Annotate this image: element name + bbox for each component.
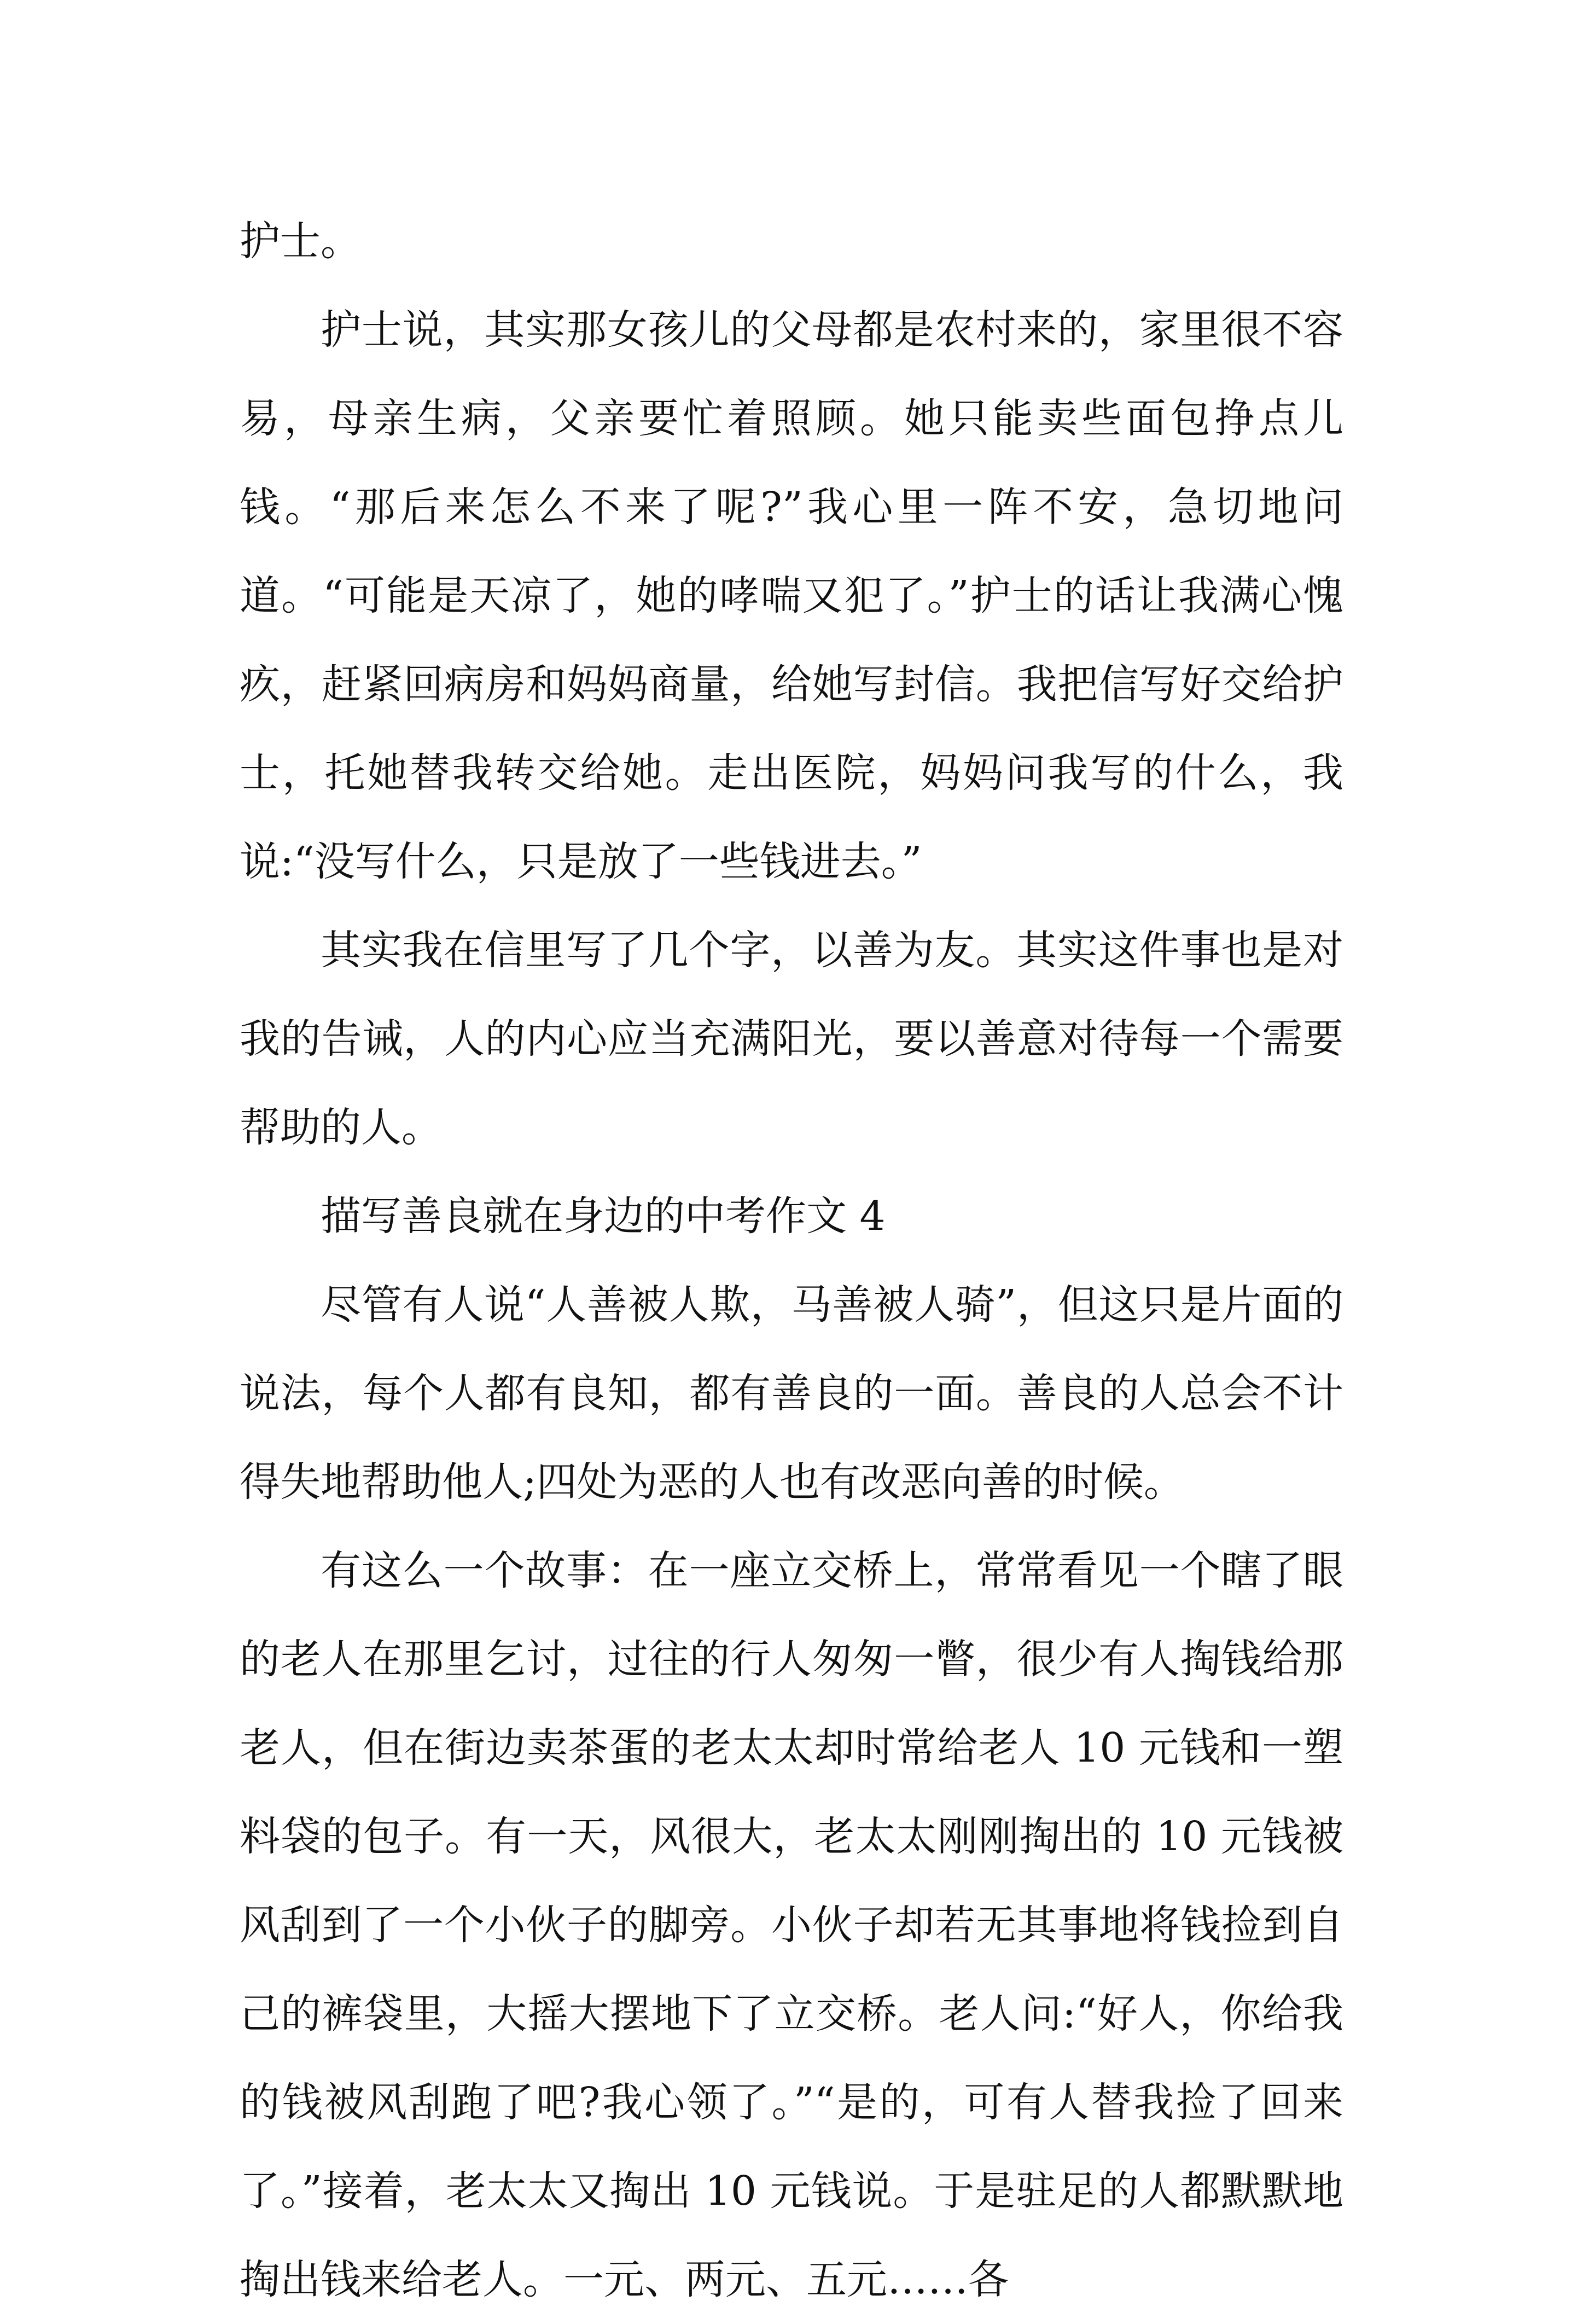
paragraph-4: 尽管有人说“人善被人欺，马善被人骑”，但这只是片面的说法，每个人都有良知，都有善良的一面。善良的人总会不计得失地帮助他人;四处为恶的人也有改恶向善的时候。 [240,1281,1343,1506]
paragraph-3: 其实我在信里写了几个字，以善为友。其实这件事也是对我的告诫，人的内心应当充满阳光，要以善意对待每一个需要帮助的人。 [240,927,1343,1151]
section-heading: 描写善良就在身边的中考作文 4 [321,1193,886,1240]
document-body [240,197,1343,2324]
paragraph-1: 护士。 [240,218,361,265]
paragraph-2: 护士说，其实那女孩儿的父母都是农村来的，家里很不容易，母亲生病，父亲要忙着照顾。她只能卖些面包挣点儿钱。“那后来怎么不来了呢?”我心里一阵不安，急切地问道。“可能是天凉了，她的哮喘又犯了。”护士的话让我满心愧疚，赶紧回病房和妈妈商量，给她写封信。我把信写好交给护士，托她替我转交给她。走出医院，妈妈问我写的什么，我说:“没写什么，只是放了一些钱进去。” [240,306,1343,885]
paragraph-5: 有这么一个故事：在一座立交桥上，常常看见一个瞎了眼的老人在那里乞讨，过往的行人匆匆一瞥，很少有人掏钱给那老人，但在街边卖茶蛋的老太太却时常给老人 10 元钱和一塑料袋的包子。有一天，风很大，老太太刚刚掏出的 10 元钱被风刮到了一个小伙子的脚旁。小伙子却若无其事地将钱捡到自己的裤袋里，大摇大摆地下了立交桥。老人问:“好人，你给我的钱被风刮跑了吧?我心领了。”“是的，可有人替我捡了回来了。”接着，老太太又掏出 10 元钱说。于是驻足的人都默默地掏出钱来给老人。一元、两元、五元……各 [240,1547,1343,2303]
